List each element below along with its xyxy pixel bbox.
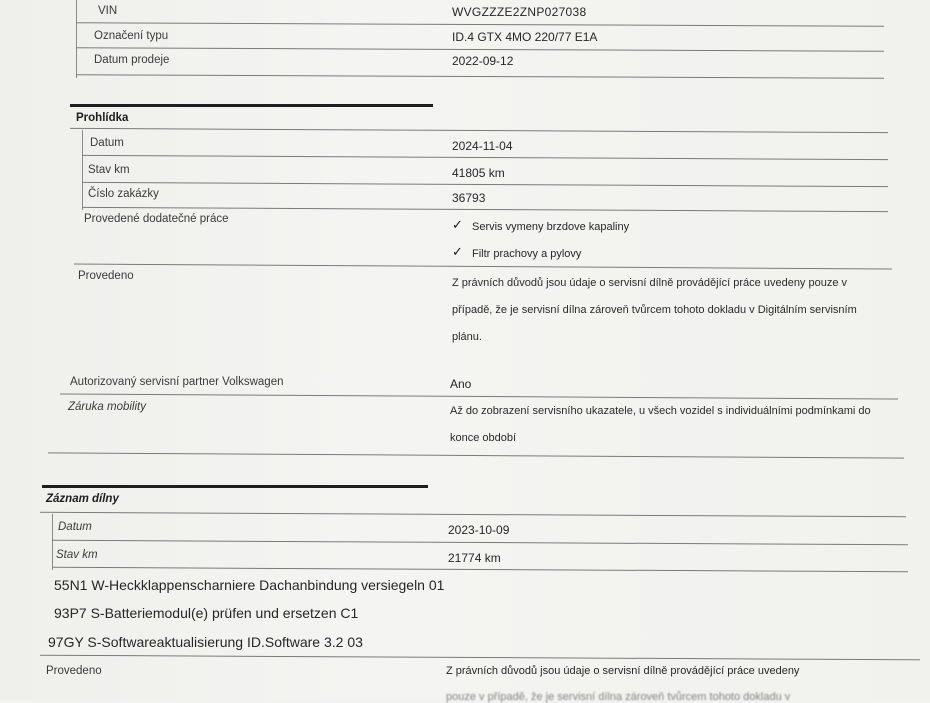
workshop-date-label: Datum — [58, 521, 92, 533]
inspection-date-value: 2024-11-04 — [452, 139, 513, 153]
inspection-date-label: Datum — [90, 137, 124, 149]
workshop-km-value: 21774 km — [448, 551, 501, 565]
order-number-value: 36793 — [452, 191, 486, 205]
workshop-date-value: 2023-10-09 — [448, 523, 510, 537]
inspection-title: Prohlídka — [76, 112, 129, 124]
workshop-performed-text-cut: pouze v případě, že je servisní dílna zároveň tvůrcem tohoto dokladu v — [446, 691, 791, 703]
mobility-text: Až do zobrazení servisního ukazatele, u všech vozidel s individuálními podmínkami do konce období — [450, 405, 871, 444]
divider — [40, 655, 920, 661]
divider — [82, 155, 888, 160]
workshop-performed-text: Z právních důvodů jsou údaje o servisní dílně provádějící práce uvedeny — [446, 665, 800, 677]
vin-value: WVGZZZE2ZNP027038 — [452, 5, 587, 19]
divider — [82, 182, 888, 187]
divider — [82, 207, 888, 212]
workshop-km-label: Stav km — [56, 549, 98, 561]
performed-text: Z právních důvodů jsou údaje o servisní dílně provádějící práce uvedeny pouze v případě, že je servisní dílna zároveň tvůrcem tohoto dokladu v Digitálním servisním plánu. — [452, 277, 857, 343]
partner-value: Ano — [450, 377, 472, 391]
sale-date-label: Datum prodeje — [94, 54, 170, 66]
divider — [76, 47, 884, 52]
vin-label: VIN — [98, 5, 118, 17]
section-rule — [70, 104, 433, 107]
mobility-label: Záruka mobility — [68, 401, 146, 413]
divider — [52, 540, 908, 545]
inspection-table-left-border — [82, 130, 83, 210]
operation-item: 97GY S-Softwareaktualisierung ID.Software 3.2 03 — [48, 634, 363, 650]
extra-work-item: Filtr prachovy a pylovy — [472, 248, 582, 260]
divider — [76, 74, 884, 79]
type-label: Označení typu — [94, 30, 169, 42]
sale-date-value: 2022-09-12 — [452, 54, 514, 68]
operation-item: 55N1 W-Heckklappenscharniere Dachanbindung versiegeln 01 — [54, 577, 445, 593]
workshop-table-left-border — [52, 514, 53, 570]
section-rule — [42, 485, 428, 488]
divider — [48, 452, 904, 458]
inspection-km-value: 41805 km — [452, 166, 505, 180]
workshop-title: Záznam dílny — [46, 493, 119, 505]
checkmark-icon: ✓ — [452, 244, 463, 259]
order-number-label: Číslo zakázky — [88, 188, 159, 200]
divider — [74, 264, 892, 270]
checkmark-icon: ✓ — [452, 217, 463, 232]
extra-work-item: Servis vymeny brzdove kapaliny — [472, 221, 630, 233]
vehicle-table-left-border — [76, 0, 77, 78]
divider — [70, 128, 888, 133]
divider — [40, 512, 906, 518]
inspection-km-label: Stav km — [88, 164, 130, 176]
type-value: ID.4 GTX 4MO 220/77 E1A — [452, 30, 598, 44]
operation-item: 93P7 S-Batteriemodul(e) prüfen und ersetzen C1 — [54, 605, 359, 621]
divider — [52, 567, 908, 572]
performed-label: Provedeno — [78, 270, 134, 282]
extra-work-label: Provedené dodatečné práce — [84, 213, 229, 225]
partner-label: Autorizovaný servisní partner Volkswagen — [70, 376, 284, 388]
workshop-performed-label: Provedeno — [46, 665, 102, 677]
divider — [76, 22, 884, 27]
